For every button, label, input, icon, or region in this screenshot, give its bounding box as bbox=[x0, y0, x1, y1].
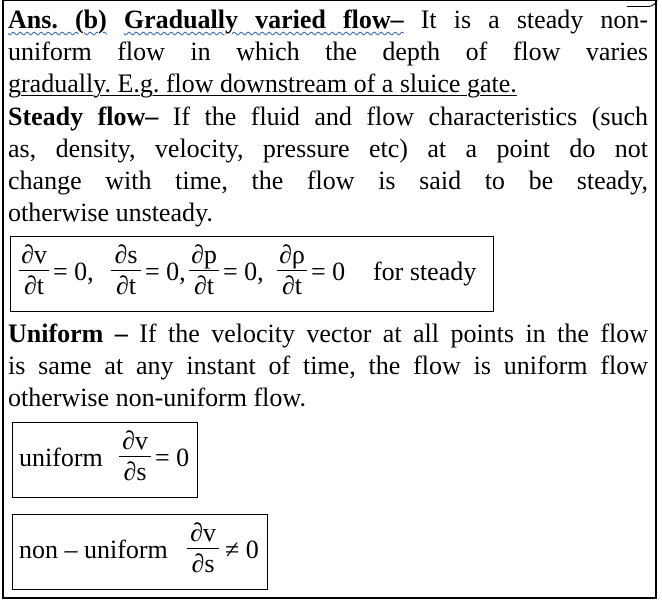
paragraph-gradually-varied-flow bbox=[8, 4, 648, 100]
equals-zero-uniform: = 0 bbox=[155, 443, 190, 472]
steady-flow-heading: Steady flow– bbox=[8, 102, 159, 131]
p2-line-4: otherwise unsteady. bbox=[8, 198, 213, 227]
equals-zero-4: = 0 bbox=[311, 257, 346, 286]
paragraph-uniform-flow bbox=[8, 318, 648, 414]
steady-flow-equation-box bbox=[10, 236, 494, 312]
uniform-heading: Uniform – bbox=[8, 319, 128, 348]
p2-line-2: as, density, velocity, pressure etc) at a point do not bbox=[8, 134, 648, 163]
non-uniform-equation-box bbox=[12, 514, 268, 590]
not-equal-zero: ≠ 0 bbox=[225, 535, 259, 564]
fraction-dv-ds: ∂v ∂s bbox=[119, 427, 151, 486]
fraction-dp-dt: ∂p ∂t bbox=[189, 241, 219, 300]
uniform-equation-box bbox=[12, 422, 198, 498]
for-steady-label: for steady bbox=[373, 257, 477, 286]
fraction-dv-ds-nonuniform: ∂v ∂s bbox=[187, 519, 219, 578]
equals-zero-3: = 0, bbox=[223, 257, 264, 286]
p1-line-2: uniform flow in which the depth of flow varies bbox=[8, 37, 648, 66]
paragraph-steady-flow bbox=[8, 101, 648, 229]
answer-label: Ans. (b) bbox=[8, 5, 107, 34]
uniform-label: uniform bbox=[19, 443, 103, 472]
equals-zero-2: = 0, bbox=[145, 257, 186, 286]
p1-line-3: gradually. E.g. flow downstream of a sluice gate. bbox=[8, 69, 517, 98]
p3-line-1: Uniform – If the velocity vector at all points in the flow bbox=[8, 319, 648, 348]
p2-line-3: change with time, the flow is said to be steady, bbox=[8, 166, 648, 195]
p3-line-3: otherwise non-uniform flow. bbox=[8, 383, 306, 412]
equals-zero-1: = 0, bbox=[53, 257, 94, 286]
fraction-ds-dt: ∂s ∂t bbox=[111, 241, 141, 300]
fraction-drho-dt: ∂ρ ∂t bbox=[277, 241, 307, 300]
fraction-dv-dt: ∂v ∂t bbox=[19, 241, 49, 300]
non-uniform-label: non – uniform bbox=[19, 535, 168, 564]
p2-line-1: Steady flow– If the fluid and flow characteristics (such bbox=[8, 102, 649, 131]
gradually-varied-flow-heading: Gradually varied flow– bbox=[123, 5, 404, 34]
p1-line-1: Ans. (b) Gradually varied flow– It is a steady non- bbox=[8, 5, 649, 34]
p3-line-2: is same at any instant of time, the flow is uniform flow bbox=[8, 351, 648, 380]
